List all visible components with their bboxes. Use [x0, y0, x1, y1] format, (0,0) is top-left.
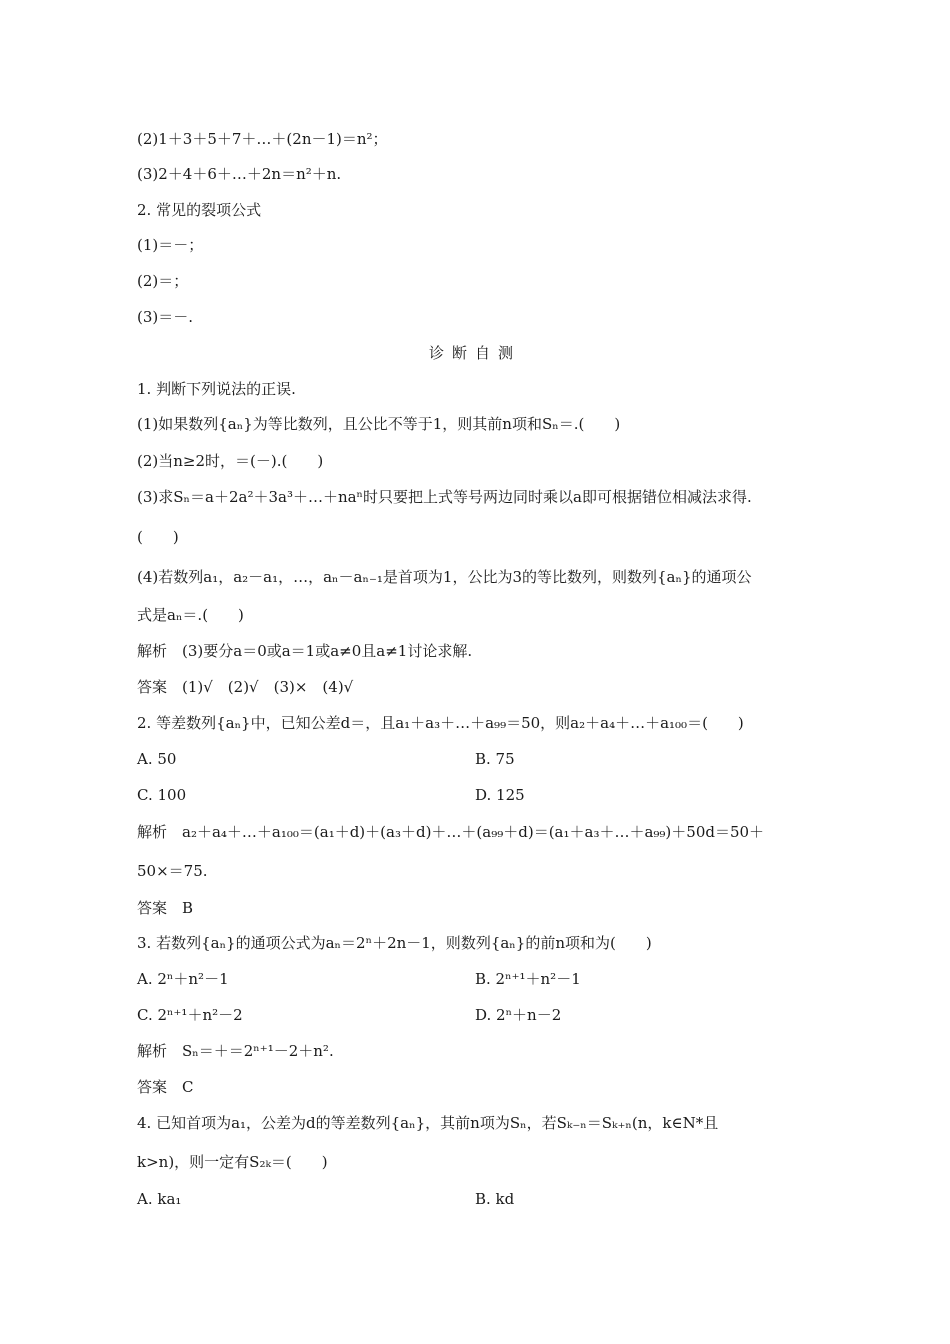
- question-3-answer: 答案 C: [137, 1078, 194, 1096]
- question-2-option-b: B. 75: [475, 750, 515, 768]
- question-3-analysis: 解析 Sₙ＝＋＝2ⁿ⁺¹－2＋n².: [137, 1042, 334, 1060]
- question-4-option-a: A. ka₁: [137, 1190, 182, 1208]
- question-2-option-c: C. 100: [137, 786, 187, 804]
- question-2-answer: 答案 B: [137, 899, 194, 917]
- question-1-item-4: (4)若数列a₁，a₂－a₁，…，aₙ－aₙ₋₁是首项为1，公比为3的等比数列，则数列{aₙ}的通项公: [137, 568, 752, 586]
- question-1-answer: 答案 (1)√ (2)√ (3)× (4)√: [137, 678, 354, 696]
- question-4-stem-cont: k>n)，则一定有S₂ₖ＝( ): [137, 1153, 328, 1171]
- question-3-option-a: A. 2ⁿ＋n²－1: [137, 970, 229, 988]
- split-formula-3: (3)＝－.: [137, 308, 194, 326]
- question-1-item-3-paren: ( ): [137, 528, 179, 546]
- question-1-item-1: (1)如果数列{aₙ}为等比数列，且公比不等于1，则其前n项和Sₙ＝.( ): [137, 415, 621, 433]
- question-4-option-b: B. kd: [475, 1190, 515, 1208]
- formula-line-2: (2)1＋3＋5＋7＋…＋(2n－1)＝n²；: [137, 130, 388, 148]
- question-3-stem: 3. 若数列{aₙ}的通项公式为aₙ＝2ⁿ＋2n－1，则数列{aₙ}的前n项和为( ): [137, 934, 652, 952]
- question-3-option-c: C. 2ⁿ⁺¹＋n²－2: [137, 1006, 243, 1024]
- question-3-option-b: B. 2ⁿ⁺¹＋n²－1: [475, 970, 581, 988]
- question-1-item-4-cont: 式是aₙ＝.( ): [137, 606, 244, 624]
- split-formula-1: (1)＝－；: [137, 236, 204, 254]
- formula-line-3: (3)2＋4＋6＋…＋2n＝n²＋n.: [137, 165, 342, 183]
- question-1-item-3: (3)求Sₙ＝a＋2a²＋3a³＋…＋naⁿ时只要把上式等号两边同时乘以a即可根据错位相减法求得.: [137, 488, 752, 506]
- question-1-item-2: (2)当n≥2时，＝(－).( ): [137, 452, 324, 470]
- question-2-analysis-cont: 50×＝75.: [137, 862, 208, 880]
- question-3-option-d: D. 2ⁿ＋n－2: [475, 1006, 562, 1024]
- question-1-analysis: 解析 (3)要分a＝0或a＝1或a≠0且a≠1讨论求解.: [137, 642, 473, 660]
- split-formula-2: (2)＝；: [137, 272, 189, 290]
- question-2-stem: 2. 等差数列{aₙ}中，已知公差d＝，且a₁＋a₃＋…＋a₉₉＝50，则a₂＋a₄＋…＋a₁₀₀＝( ): [137, 714, 744, 732]
- question-2-option-a: A. 50: [137, 750, 177, 768]
- question-4-stem: 4. 已知首项为a₁，公差为d的等差数列{aₙ}，其前n项为Sₙ，若Sₖ₋ₙ＝Sₖ₊ₙ(n，k∈N*且: [137, 1114, 719, 1132]
- question-2-option-d: D. 125: [475, 786, 525, 804]
- question-2-analysis: 解析 a₂＋a₄＋…＋a₁₀₀＝(a₁＋d)＋(a₃＋d)＋…＋(a₉₉＋d)＝(a₁＋a₃＋…＋a₉₉)＋50d＝50＋: [137, 823, 765, 841]
- section-title: 诊断自测: [428, 344, 521, 362]
- section-heading: 2. 常见的裂项公式: [137, 201, 262, 219]
- question-1-stem: 1. 判断下列说法的正误.: [137, 380, 296, 398]
